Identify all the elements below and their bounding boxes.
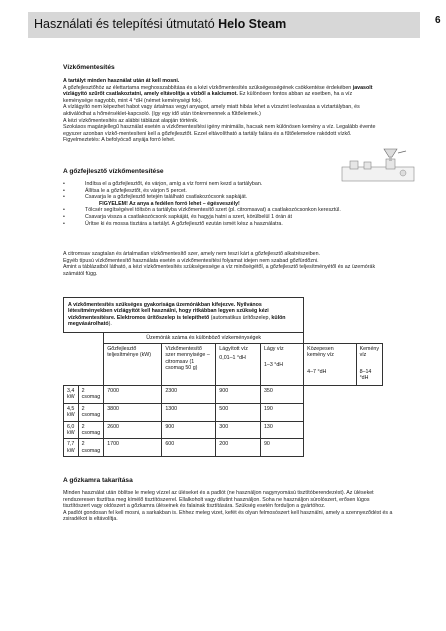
page-number: 6	[435, 15, 441, 26]
section-title-descaling: Vízkőmentesítés	[63, 64, 115, 71]
descaling-body	[63, 78, 383, 144]
descaling-lead: A tartályt minden használat után át kell mosni.	[63, 78, 180, 84]
procedure-list	[63, 181, 393, 227]
col-header-light: Lágy víz 1–3 °dH	[260, 344, 303, 386]
page-header	[28, 12, 420, 38]
col-header-power: Gőzfejlesztő teljesítménye (kW)	[104, 344, 162, 386]
procedure-step: • Csavarja vissza a csatlakozócsonk sapkáját, és hagyja hatni a szert, körülbelül 1 órán át	[63, 214, 393, 221]
procedure-warning: FIGYELEM! Az anya a fedélen forró lehet – égésveszély!	[99, 200, 240, 207]
table-span-header: Üzemórák száma és különböző vízkeménységek	[104, 332, 304, 343]
procedure-step: • Ürítse ki és mossa tisztára a tartályt. A gőzfejlesztő ezután ismét kész a használatra.	[63, 221, 393, 228]
steam-generator-illustration	[340, 147, 416, 185]
procedure-step: • Tölcsér segítségével töltsön a tartályba vízkőmentesítő szert (pl. citromsavat) a csatlakozócsonkon keresztül.	[63, 207, 393, 214]
procedure-step: • Csavarja le a gőzfejlesztő tetején található csatlakozócsonk sapkáját.	[63, 194, 393, 201]
descaling-agents: A citromsav szagtalan és ártalmatlan vízkőmentesítő szer, amely nem teszi kárt a gőzfejlesztő alkatrészeiben. Egyéb típusú vízkőmentesítő használata esetén a vízkőmentesítési folyamat idejen nem szabad gőzfürdőzni. Amint a táblázatból látható, a kézi vízkőmentesítés szükségessége a víz minőségétől, a gőzfejlesztő teljesítményétől és az üzemórák számától függ.	[63, 251, 376, 277]
col-header-agent: Vízkőmentesítő szer mennyisége – citromsav (1 csomag 50 g)	[162, 344, 216, 386]
cleaning-body: Minden használat után öblítse le meleg vízzel az üléseket és a padlót (ne használjon nagynyomású tisztítóberendezést). Az üléseket rendszeresen tisztítsa meg kímélő tisztítószerrel. Ellalkoholt vagy dilutint használjon. Soha ne használjon súrolószert, erősen lúgos tisztítószert vagy oldószert a gőzkamra üléseinek és falainak tisztítására. Szükség esetén forduljon a gyártóhoz. A padlót gondosan fel kell mosni, a sarkakban is. Ehhez meleg vizet, kefét és olyan felmosószert kell használni, amely a szennyeződést és a zsiradékot is eltávolítja.	[63, 490, 393, 523]
procedure-step: • Állítsa le a gőzfejlesztőt, és várjon 5 percet.	[63, 188, 393, 195]
descaling-paragraph-3: A kézi vízkőmentesítés az alábbi táblázat alapján történik.	[63, 117, 199, 124]
table-row: 6,0 kW 2 csomag 2600 900 300 130	[64, 421, 383, 439]
table-row: 3,4 kW 2 csomag 7000 2300 900 350	[64, 386, 383, 404]
section-title-cleaning: A gőzkamra takarítása	[63, 477, 133, 484]
col-header-soft: Lágyított víz 0,01–1 °dH	[216, 344, 261, 386]
table-intro: A vízkőmentesítés szükséges gyakorisága üzemórákban kifejezve. Nyilvános létesítményekben vízlágyítót kell használni, hogy ritkábban legyen szükség kézi vízkőmentesítésre. Elektromos ürítőszelep is telepíthető (automatikus ürítőszelep, külön megvásárolható).	[64, 298, 304, 333]
col-header-medium: Közepesen kemény víz 4–7 °dH	[304, 344, 356, 386]
table-row: 7,7 kW 2 csomag 1700 600 200 90	[64, 439, 383, 457]
descaling-paragraph-4: Szokásos magánjellegű használat esetén a vízkőmentesítési igény minimális, hacsak nem különösen kemény a víz. Legalább évente egyszer azonban vízkő-mentesíteni kell a gőzfejlesztőt. Ezzel eltávolítható a tartály falára és a fűtőelemekre rakódott vízkő.	[63, 124, 376, 137]
col-header-hard: Kemény víz 8–14 °dH	[356, 344, 382, 386]
descaling-frequency-table	[63, 297, 383, 457]
descaling-paragraph-1: A gőzfejlesztőhöz az élettartama meghosszabbítása és a kézi vízkőmentesítés szükségességének csökkentése érdekében javasolt vízlágyító szűrőt csatlakoztatni, amely eltávolítja a vízből a kalciumot. Ez különösen fontos abban az esetben, ha a víz keménysége nagyobb, mint 4 °dH (német keménységi fok).	[63, 84, 373, 104]
descaling-warning: Figyelmeztetés: A befolyócső anyája forró lehet.	[63, 137, 176, 144]
document-title: Használati és telepítési útmutató Helo Steam	[34, 17, 287, 31]
section-title-procedure: A gőzfejlesztő vízkőmentesítése	[63, 168, 164, 175]
descaling-paragraph-2: A vízlágyító nem képezhet habot vagy ártalmas vegyi anyagot, amely miatt hibás lehet a vízszint leolvasása a víztartályban, és aktiválódhat a hőmérséklet-kapcsoló. (így egy idő után tönkremennek a fűtőelemek.)	[63, 104, 360, 117]
procedure-step: • Indítsa el a gőzfejlesztőt, és várjon, amíg a víz forrni nem kezd a tartályban.	[63, 181, 393, 188]
table-row: 4,5 kW 2 csomag 3800 1300 500 190	[64, 403, 383, 421]
